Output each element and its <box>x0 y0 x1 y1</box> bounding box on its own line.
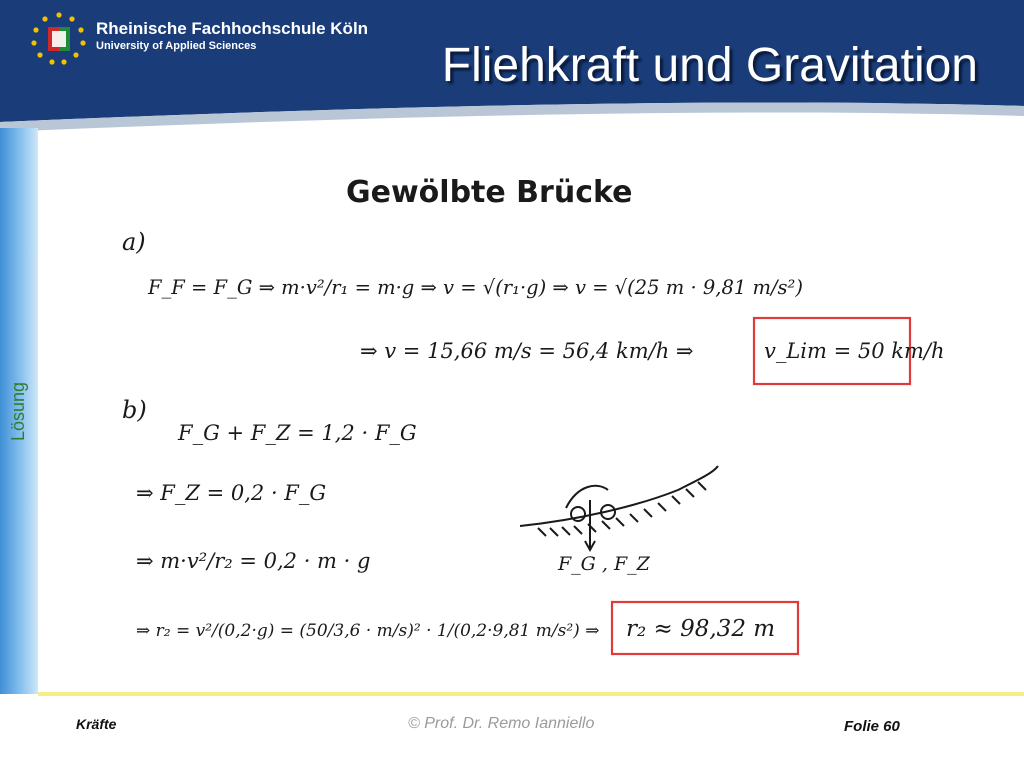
side-tab-label: Lösung <box>8 381 29 441</box>
part-b-result: r₂ ≈ 98,32 m <box>626 616 776 642</box>
slide-title: Fliehkraft und Gravitation <box>441 39 978 92</box>
slide-header <box>0 0 1024 140</box>
part-b-line2: ⇒ F_Z = 0,2 · F_G <box>136 481 327 505</box>
bridge-sketch <box>520 466 718 550</box>
handwritten-solution <box>38 128 1024 694</box>
part-a-result: v_Lim = 50 km/h <box>764 339 945 363</box>
part-a-line2: ⇒ v = 15,66 m/s = 56,4 km/h ⇒ <box>360 339 694 363</box>
side-tab <box>0 128 38 694</box>
part-a-label: a) <box>122 228 146 256</box>
part-b-line3: ⇒ m·v²/r₂ = 0,2 · m · g <box>136 549 371 573</box>
solution-canvas <box>38 128 1024 694</box>
part-b-line4: ⇒ r₂ = v²/(0,2·g) = (50/3,6 · m/s)² · 1/(0,2·9,81 m/s²) ⇒ <box>136 621 600 641</box>
sketch-force-label: F_G , F_Z <box>558 553 650 575</box>
footer-copyright: © Prof. Dr. Remo Ianniello <box>408 715 595 732</box>
school-subtitle: University of Applied Sciences <box>96 40 257 52</box>
footer-slide-number: Folie 60 <box>844 718 900 735</box>
footer-topic: Kräfte <box>76 716 117 732</box>
footer-divider <box>38 692 1024 696</box>
part-a-line1: F_F = F_G ⇒ m·v²/r₁ = m·g ⇒ v = √(r₁·g) ⇒ v = √(25 m · 9,81 m/s²) <box>148 276 803 299</box>
school-logo <box>28 10 90 68</box>
solution-heading: Gewölbte Brücke <box>346 175 633 210</box>
part-b-line1: F_G + F_Z = 1,2 · F_G <box>178 421 417 445</box>
part-b-label: b) <box>122 396 147 424</box>
school-name: Rheinische Fachhochschule Köln <box>96 19 369 38</box>
